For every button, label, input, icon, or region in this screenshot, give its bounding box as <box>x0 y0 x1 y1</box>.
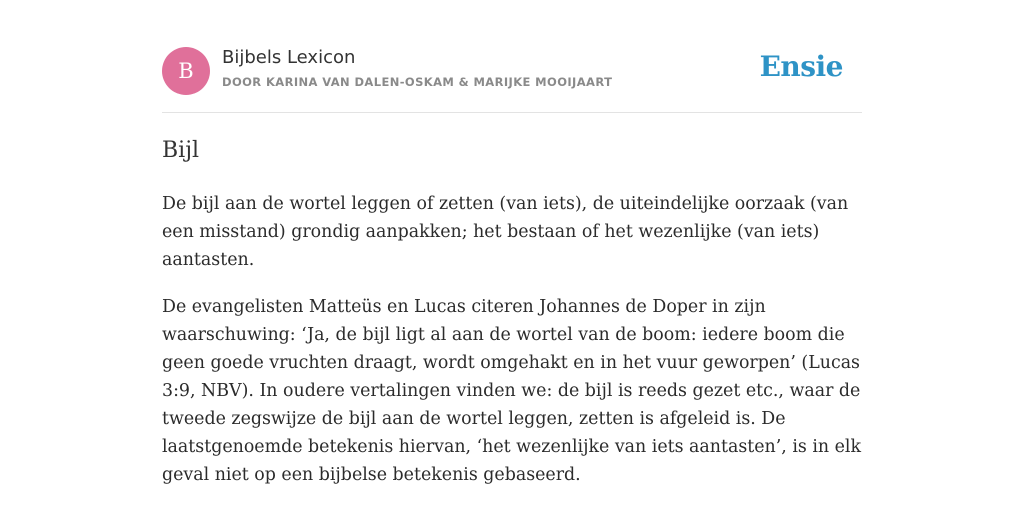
explanation-paragraph: De evangelisten Matteüs en Lucas citeren Johannes de Doper in zijn waarschuwing: ‘Ja, de bijl ligt al aan de wortel van de boom: iedere boom die geen goede vruchten draagt, wordt omgehakt en in het vuur geworpen’ (Lucas 3:9, NBV). In oudere vertalingen vinden we: de bijl is reeds gezet etc., waar de tweede zegswijze de bijl aan de wortel leggen, zetten is afgeleid is. De laatstgenoemde betekenis hiervan, ‘het wezenlijke van iets aantasten’, is in elk geval niet op een bijbelse betekenis gebaseerd. <box>162 297 862 485</box>
headword: Bijl <box>162 138 200 163</box>
avatar[interactable]: B <box>162 47 210 95</box>
definition-paragraph: De bijl aan de wortel leggen of zetten (van iets), de uiteindelijke oorzaak (van een misstand) grondig aanpakken; het bestaan of het wezenlijke (van iets) aantasten. <box>162 194 849 270</box>
entry-card <box>162 46 862 485</box>
entry-header <box>162 46 862 96</box>
author-byline: DOOR KARINA VAN DALEN-OSKAM & MARIJKE MOOIJAART <box>222 75 613 89</box>
lexicon-title[interactable]: Bijbels Lexicon <box>222 47 356 68</box>
brand-logo[interactable]: Ensie <box>759 50 843 83</box>
divider <box>162 112 862 113</box>
